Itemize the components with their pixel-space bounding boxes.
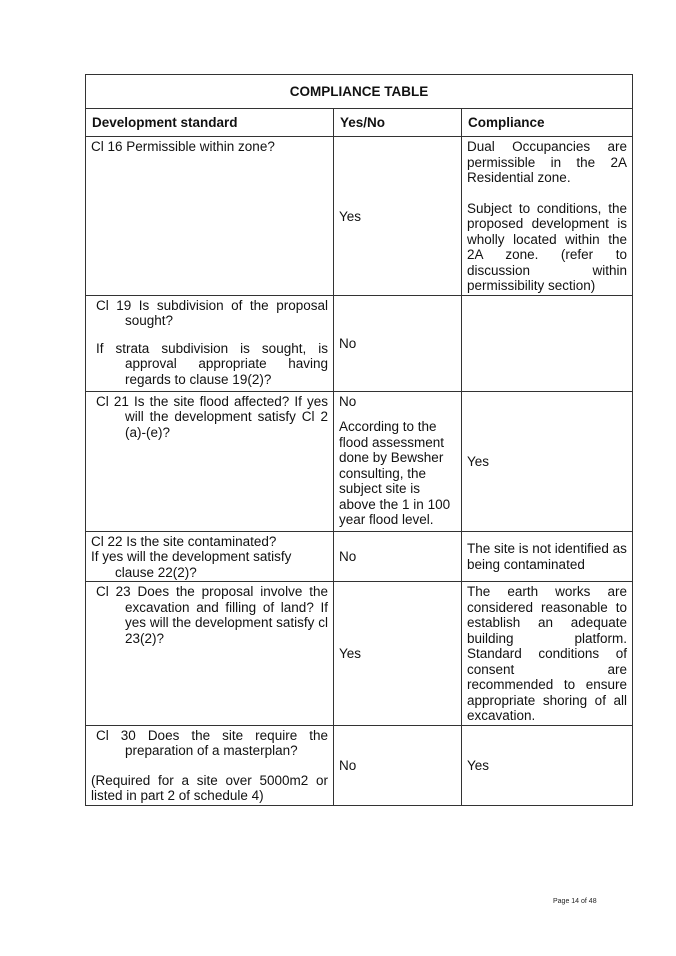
standard-text: (Required for a site over 5000m2 or listed in part 2 of schedule 4) <box>91 772 328 803</box>
standard-cell <box>86 725 334 805</box>
yesno-cell <box>334 295 462 391</box>
table-header-row <box>86 109 633 137</box>
yesno-cell <box>334 531 462 582</box>
yesno-text: Yes <box>339 208 362 224</box>
table-row <box>86 137 633 296</box>
yesno-cell <box>334 582 462 726</box>
table-row <box>86 531 633 582</box>
standard-text: Cl 19 Is subdivision of the proposal sought? <box>96 297 328 328</box>
yesno-cell <box>334 725 462 805</box>
standard-cell <box>86 582 334 726</box>
standard-text: Cl 22 Is the site contaminated? <box>91 533 277 549</box>
yesno-text: No <box>339 335 357 351</box>
yesno-cell <box>334 137 462 296</box>
standard-text: Cl 30 Does the site require the preparation of a masterplan? <box>96 727 328 758</box>
standard-cell <box>86 531 334 582</box>
header-compliance: Compliance <box>462 109 633 137</box>
yesno-text: No <box>339 757 357 773</box>
compliance-text: The site is not identified as being contaminated <box>467 541 627 572</box>
standard-cell <box>86 295 334 391</box>
compliance-text: The earth works are considered reasonable to establish an adequate building platform. Standard conditions of consent are recommended to ensure appropriate shoring of all excavation. <box>467 584 627 723</box>
compliance-table-container <box>85 74 632 806</box>
standard-text: Cl 16 Permissible within zone? <box>91 139 275 154</box>
standard-text: If strata subdivision is sought, is approval appropriate having regards to clause 19(2)? <box>96 340 328 387</box>
compliance-cell <box>462 137 633 296</box>
table-row <box>86 582 633 726</box>
yesno-text: Yes <box>339 646 362 661</box>
compliance-cell <box>462 582 633 726</box>
compliance-cell <box>462 391 633 531</box>
yesno-cell <box>334 391 462 531</box>
table-title: COMPLIANCE TABLE <box>86 75 633 109</box>
compliance-text: Dual Occupancies are permissible in the 2A Residential zone. <box>467 139 627 185</box>
compliance-cell <box>462 531 633 582</box>
page-number: Page 14 of 48 <box>553 898 597 905</box>
standard-text: Cl 23 Does the proposal involve the excavation and filling of land? If yes will the development satisfy cl 23(2)? <box>96 584 328 646</box>
compliance-cell <box>462 725 633 805</box>
header-yes-no: Yes/No <box>334 109 462 137</box>
standard-cell <box>86 137 334 296</box>
table-row <box>86 295 633 391</box>
table-row <box>86 725 633 805</box>
standard-text: If yes will the development satisfy clause 22(2)? <box>91 549 292 580</box>
compliance-cell <box>462 295 633 391</box>
compliance-text: Yes <box>467 453 490 469</box>
yesno-text: No <box>339 549 357 564</box>
yesno-text: No <box>339 393 357 409</box>
table-row <box>86 391 633 531</box>
compliance-text: Subject to conditions, the proposed development is wholly located within the 2A zone. (refer to discussion within permissibility section) <box>467 200 627 293</box>
table-title-row <box>86 75 633 109</box>
standard-text: Cl 21 Is the site flood affected? If yes will the development satisfy Cl 2 (a)-(e)? <box>96 393 328 440</box>
standard-cell <box>86 391 334 531</box>
compliance-table <box>85 74 633 806</box>
compliance-text: Yes <box>467 757 490 773</box>
yesno-text: According to the flood assessment done by Bewsher consulting, the subject site is above the 1 in 100 year flood level. <box>339 419 451 527</box>
header-development-standard: Development standard <box>86 109 334 137</box>
